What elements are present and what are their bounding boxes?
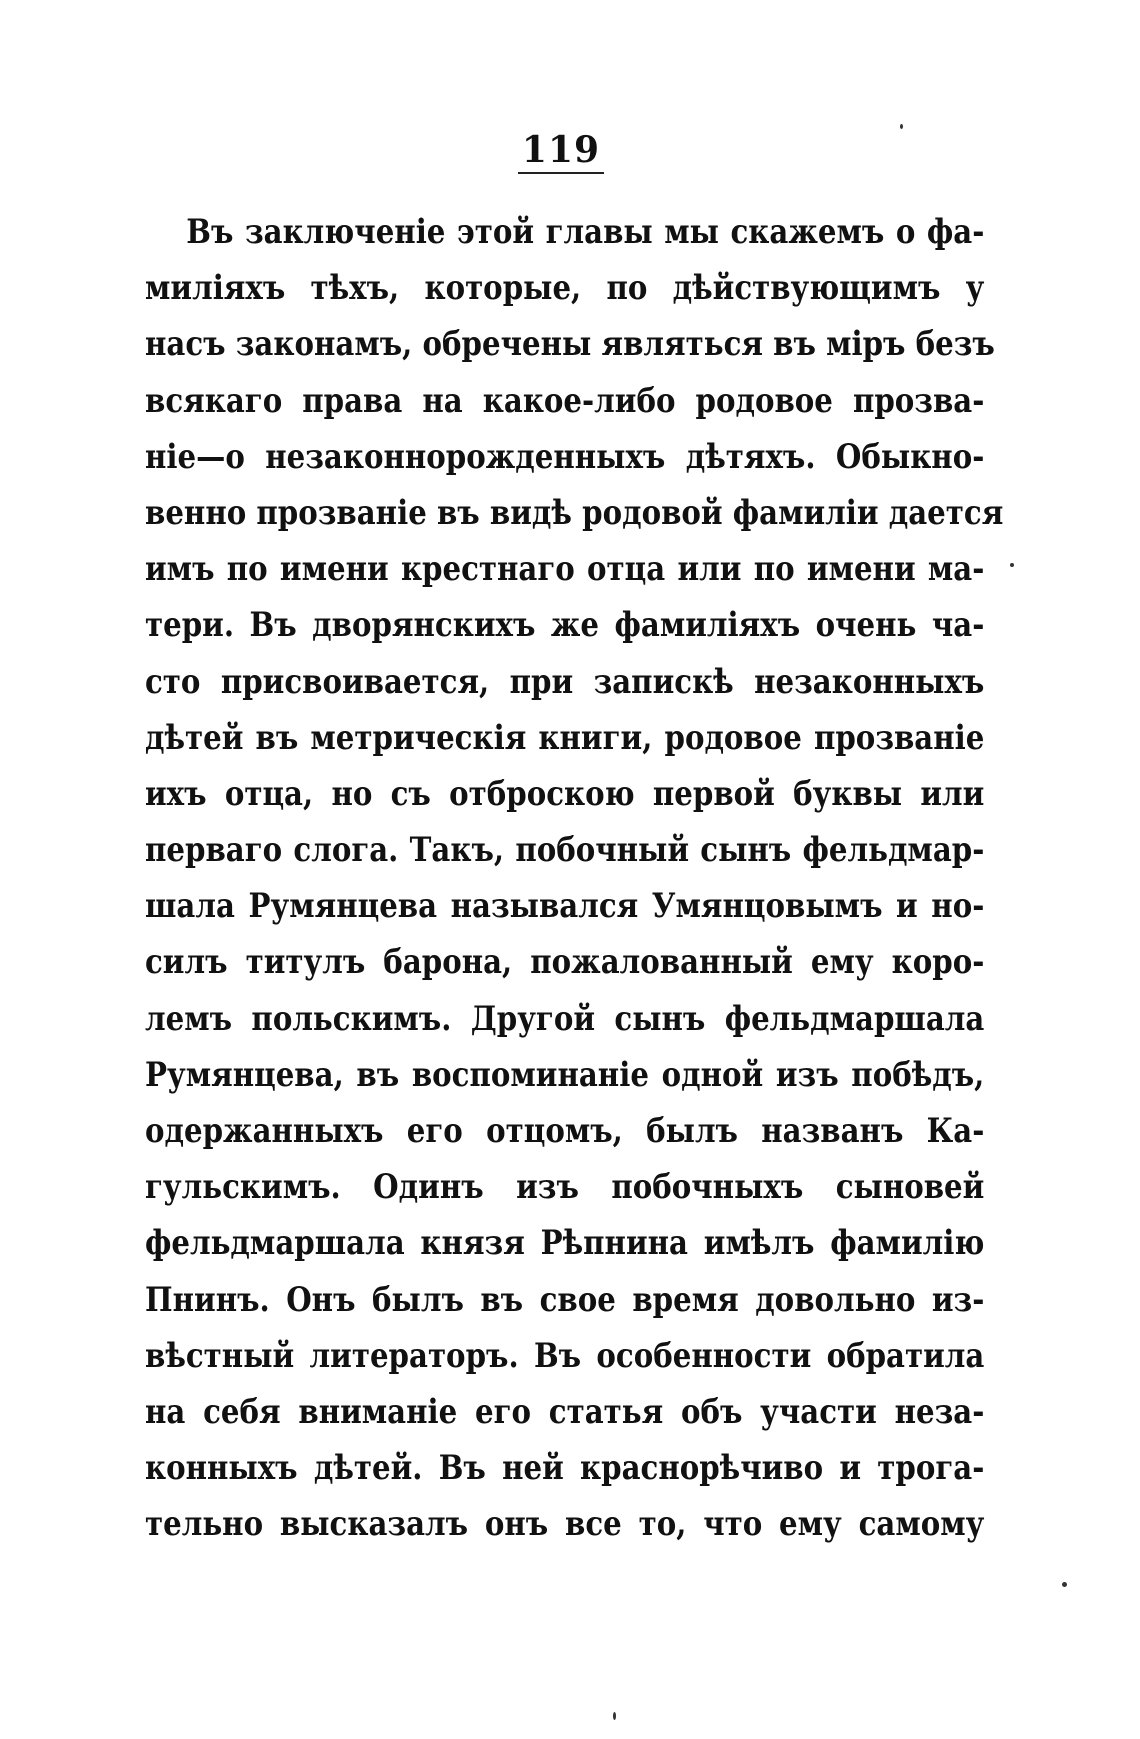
text-line: Пнинъ. Онъ былъ въ свое время довольно из- [145, 1279, 985, 1320]
text-line: фельдмаршала князя Рѣпнина имѣлъ фамилію [145, 1223, 985, 1264]
text-line: на себя вниманіе его статья объ участи неза- [145, 1391, 985, 1432]
page-number-rule [518, 172, 604, 174]
text-line: одержанныхъ его отцомъ, былъ названъ Ка- [145, 1111, 985, 1151]
text-line: шала Румянцева назывался Умянцовымъ и но- [145, 886, 985, 927]
page-number: 119 [521, 129, 601, 171]
scan-speck [900, 124, 903, 129]
text-line: Румянцева, въ воспоминаніе одной изъ побѣдъ, [145, 1054, 985, 1095]
text-line: силъ титулъ барона, пожалованный ему коро- [145, 942, 985, 983]
text-line: сто присвоивается, при запискѣ незаконныхъ [145, 661, 985, 702]
text-line: тельно высказалъ онъ все то, что ему самому [145, 1504, 985, 1545]
body-text [145, 204, 1004, 1553]
scan-speck [1010, 563, 1014, 567]
text-line: насъ законамъ, обречены являться въ міръ безъ [145, 324, 995, 365]
text-line: Въ заключеніе этой главы мы скажемъ о фа- [186, 212, 985, 252]
text-line: всякаго права на какое-либо родовое прозва- [145, 380, 985, 421]
text-line: лемъ польскимъ. Другой сынъ фельдмаршала [145, 998, 985, 1039]
text-line: вѣстный литераторъ. Въ особенности обратила [145, 1335, 985, 1376]
text-line: имъ по имени крестнаго отца или по имени ма- [145, 549, 985, 590]
text-line: перваго слога. Такъ, побочный сынъ фельдмар- [145, 830, 985, 871]
scan-speck [613, 1712, 616, 1720]
text-line: конныхъ дѣтей. Въ ней краснорѣчиво и трога- [145, 1448, 985, 1489]
text-line: дѣтей въ метрическія книги, родовое прозваніе [145, 717, 985, 758]
text-line: ихъ отца, но съ отброскою первой буквы или [145, 773, 985, 814]
text-line: миліяхъ тѣхъ, которые, по дѣйствующимъ у [145, 268, 985, 309]
text-line: тери. Въ дворянскихъ же фамиліяхъ очень ча- [145, 605, 985, 646]
text-line: гульскимъ. Одинъ изъ побочныхъ сыновей [145, 1167, 985, 1208]
scan-speck [1062, 1582, 1067, 1587]
text-line: ніе—о незаконнорожденныхъ дѣтяхъ. Обыкно- [145, 436, 985, 477]
text-line: венно прозваніе въ видѣ родовой фамиліи дается [145, 492, 1004, 533]
